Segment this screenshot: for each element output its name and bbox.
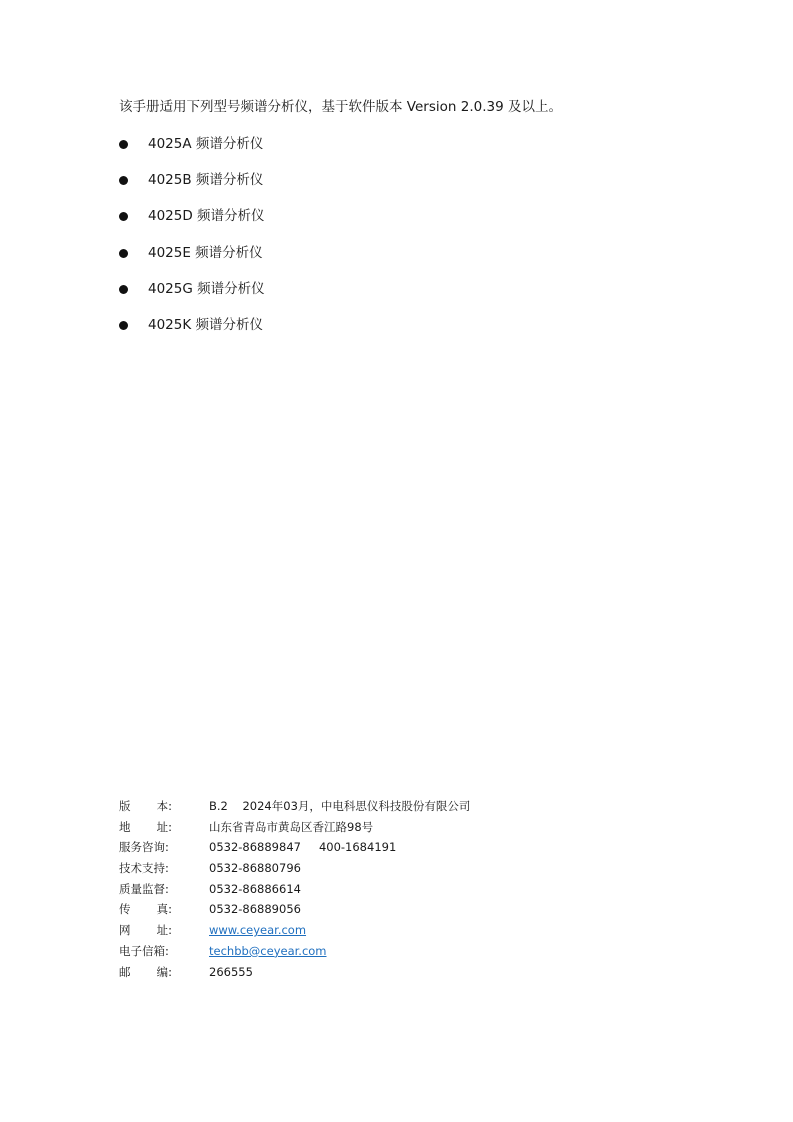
website-label: 网 址:: [119, 923, 172, 938]
fax-label: 传 真:: [119, 902, 172, 917]
fax-value: 0532-86889056: [209, 902, 301, 917]
bullet-icon: [119, 249, 128, 258]
model-name: 4025E 频谱分析仪: [148, 244, 263, 261]
postcode-row: [119, 964, 470, 985]
website-row: [119, 922, 470, 943]
address-value: 山东省青岛市黄岛区香江路98号: [209, 819, 374, 834]
support-label: 技术支持:: [119, 861, 169, 876]
quality-label: 质量监督:: [119, 881, 169, 896]
support-row: [119, 860, 470, 881]
postcode-label: 邮 编:: [119, 964, 172, 979]
model-name: 4025A 频谱分析仪: [148, 136, 264, 152]
bullet-icon: [119, 285, 128, 294]
list-item: [119, 316, 265, 352]
service-label: 服务咨询:: [119, 840, 169, 855]
service-value: [209, 839, 396, 855]
email-label: 电子信箱:: [119, 943, 169, 958]
website-link[interactable]: www.ceyear.com: [209, 923, 307, 938]
applicability-statement: 该手册适用下列型号频谱分析仪，基于软件版本 Version 2.0.39 及以上。: [119, 99, 562, 115]
quality-row: [119, 881, 470, 902]
bullet-icon: [119, 321, 128, 330]
list-item: [119, 171, 265, 207]
list-item: [119, 135, 265, 171]
model-name: 4025K 频谱分析仪: [148, 316, 264, 333]
publisher-info: [119, 798, 470, 984]
support-value: 0532-86880796: [209, 861, 301, 876]
email-row: [119, 943, 470, 964]
list-item: [119, 280, 265, 316]
model-name: 4025G 频谱分析仪: [148, 280, 265, 297]
bullet-icon: [119, 212, 128, 221]
address-label: 地 址:: [119, 819, 172, 834]
list-item: [119, 207, 265, 243]
service-phone: 0532-86889847: [209, 840, 301, 855]
service-hotline: 400-1684191: [318, 840, 397, 855]
email-link[interactable]: techbb@ceyear.com: [209, 943, 327, 958]
version-row: [119, 798, 470, 819]
address-row: [119, 819, 470, 840]
quality-value: 0532-86886614: [209, 881, 301, 896]
model-list: [119, 135, 265, 352]
version-value: B.2 2024年03月，中电科思仪科技股份有限公司: [209, 799, 471, 813]
list-item: [119, 244, 265, 280]
model-name: 4025D 频谱分析仪: [148, 208, 265, 225]
service-row: [119, 839, 470, 860]
model-name: 4025B 频谱分析仪: [148, 172, 264, 189]
version-label: 版 本:: [119, 799, 172, 813]
postcode-value: 266555: [209, 964, 253, 979]
bullet-icon: [119, 140, 128, 149]
bullet-icon: [119, 176, 128, 185]
fax-row: [119, 901, 470, 922]
